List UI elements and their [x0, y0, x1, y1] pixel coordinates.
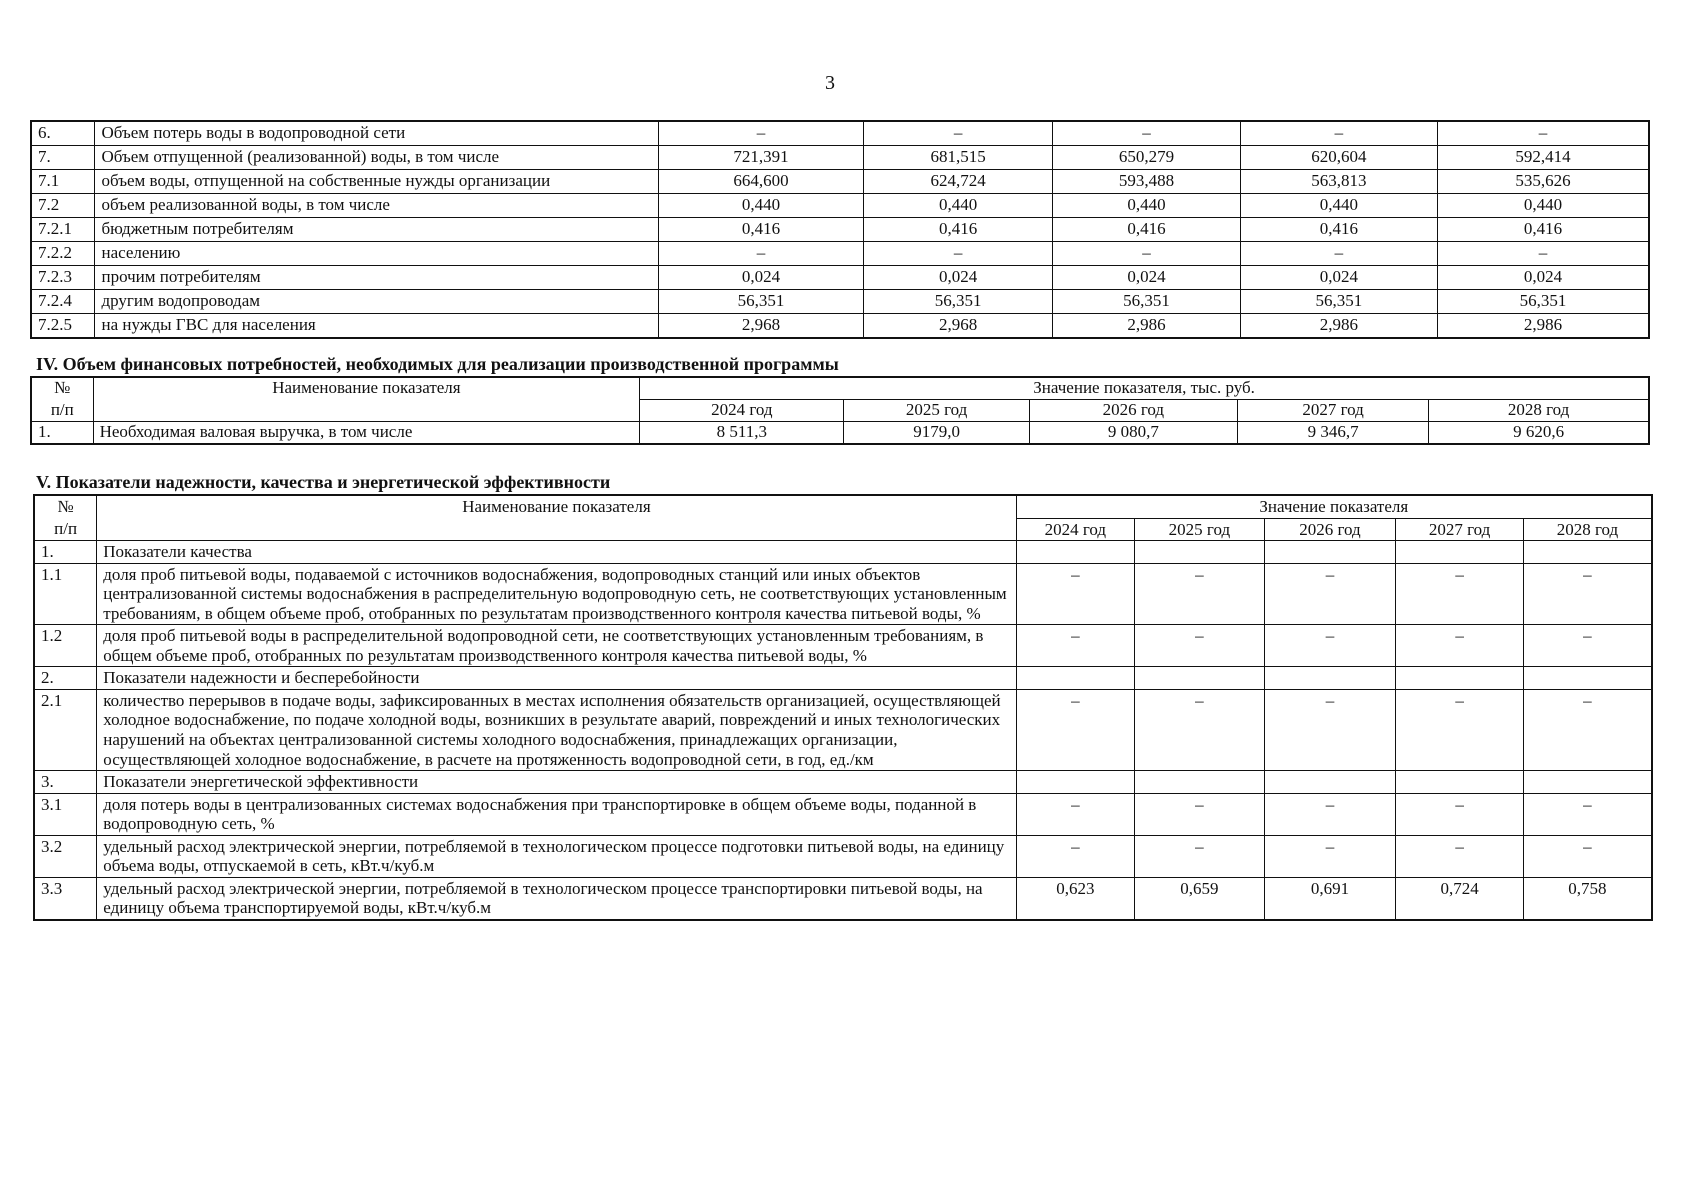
row-value: 0,440 [658, 194, 863, 218]
row-value: – [1437, 121, 1649, 146]
row-value: 0,659 [1135, 877, 1265, 920]
row-value: – [1016, 563, 1134, 625]
row-value: 2,986 [1437, 314, 1649, 339]
row-value: 563,813 [1240, 170, 1437, 194]
row-name: Объем отпущенной (реализованной) воды, в том числе [95, 146, 658, 170]
row-value: – [658, 121, 863, 146]
row-num: 3. [34, 771, 97, 794]
row-value: – [658, 242, 863, 266]
table-row [34, 793, 1652, 835]
year-2024: 2024 год [1016, 518, 1134, 541]
row-value: – [864, 121, 1053, 146]
row-value: – [1240, 242, 1437, 266]
row-value: – [1523, 625, 1652, 667]
section-4-title: IV. Объем финансовых потребностей, необходимых для реализации производственной программы [36, 354, 839, 374]
financial-needs-table [30, 376, 1650, 445]
row-value: 0,024 [658, 266, 863, 290]
row-value [1396, 667, 1524, 690]
row-value: – [1264, 835, 1396, 877]
row-value: – [1523, 563, 1652, 625]
row-value: 9 346,7 [1237, 422, 1428, 445]
row-name: объем воды, отпущенной на собственные нужды организации [95, 170, 658, 194]
row-name: прочим потребителям [95, 266, 658, 290]
water-volume-table [30, 120, 1650, 339]
row-value: 0,724 [1396, 877, 1524, 920]
year-2028: 2028 год [1523, 518, 1652, 541]
row-name: доля потерь воды в централизованных системах водоснабжения при транспортировке в общем объеме воды, поданной в водопроводную сеть, % [97, 793, 1016, 835]
table-row [31, 290, 1649, 314]
row-value: – [1135, 793, 1265, 835]
row-value [1523, 667, 1652, 690]
row-value: – [1016, 689, 1134, 770]
header-num-sub: п/п [34, 518, 97, 541]
row-value: 0,416 [658, 218, 863, 242]
row-value: – [1135, 689, 1265, 770]
row-name: Показатели качества [97, 541, 1016, 564]
row-value: 0,440 [1437, 194, 1649, 218]
row-value: – [1016, 793, 1134, 835]
row-value: – [1264, 793, 1396, 835]
row-num: 1.1 [34, 563, 97, 625]
year-2026: 2026 год [1264, 518, 1396, 541]
row-num: 7.2 [31, 194, 95, 218]
row-value [1016, 541, 1134, 564]
page-number: 3 [825, 72, 835, 94]
row-value: 0,416 [864, 218, 1053, 242]
row-name: Объем потерь воды в водопроводной сети [95, 121, 658, 146]
row-value: 8 511,3 [640, 422, 844, 445]
row-value: 9 620,6 [1429, 422, 1649, 445]
table-row [31, 422, 1649, 445]
row-num: 7.1 [31, 170, 95, 194]
row-value: 535,626 [1437, 170, 1649, 194]
row-value [1135, 667, 1265, 690]
row-value: 624,724 [864, 170, 1053, 194]
table-row [34, 563, 1652, 625]
row-num: 1. [31, 422, 93, 445]
table-row [31, 242, 1649, 266]
row-value [1135, 771, 1265, 794]
row-num: 7.2.5 [31, 314, 95, 339]
header-name: Наименование показателя [97, 495, 1016, 518]
row-name: количество перерывов в подаче воды, зафиксированных в местах исполнения обязательств организацией, осуществляющей холодное водоснабжение, по подаче холодной воды, возникших в результате аварий, повреждений и иных технологических нарушений на объектах централизованной системы холодного водоснабжения, принадлежащих организации, осуществляющей холодное водоснабжение, в расчете на протяженность водопроводной сети, в год, ед./км [97, 689, 1016, 770]
row-value: – [1396, 689, 1524, 770]
row-name: объем реализованной воды, в том числе [95, 194, 658, 218]
row-value: – [1135, 835, 1265, 877]
row-value [1264, 541, 1396, 564]
row-value: 56,351 [1437, 290, 1649, 314]
row-value: 9179,0 [844, 422, 1029, 445]
row-value: – [1523, 689, 1652, 770]
year-2025: 2025 год [844, 400, 1029, 422]
header-value: Значение показателя, тыс. руб. [640, 377, 1649, 400]
row-value [1016, 667, 1134, 690]
row-value: 0,024 [1437, 266, 1649, 290]
year-2024: 2024 год [640, 400, 844, 422]
row-value: 721,391 [658, 146, 863, 170]
table-row [31, 266, 1649, 290]
table-row [34, 877, 1652, 920]
row-value: 0,440 [1240, 194, 1437, 218]
table-row [34, 541, 1652, 564]
row-num: 7.2.2 [31, 242, 95, 266]
table-row [34, 771, 1652, 794]
row-num: 3.1 [34, 793, 97, 835]
row-value: 56,351 [658, 290, 863, 314]
table-header-years-row [31, 400, 1649, 422]
row-value: – [864, 242, 1053, 266]
table-header-row [34, 495, 1652, 518]
row-name: другим водопроводам [95, 290, 658, 314]
row-value: – [1523, 835, 1652, 877]
row-value: 2,986 [1053, 314, 1241, 339]
table-row [31, 194, 1649, 218]
row-value [1135, 541, 1265, 564]
row-value: – [1053, 121, 1241, 146]
row-value: 0,024 [1053, 266, 1241, 290]
row-value: 0,623 [1016, 877, 1134, 920]
row-value [1523, 541, 1652, 564]
row-value: 650,279 [1053, 146, 1241, 170]
row-value: 2,968 [658, 314, 863, 339]
row-value: 0,440 [864, 194, 1053, 218]
row-num: 3.2 [34, 835, 97, 877]
row-value: – [1053, 242, 1241, 266]
year-2025: 2025 год [1135, 518, 1265, 541]
row-value: 664,600 [658, 170, 863, 194]
year-2027: 2027 год [1396, 518, 1524, 541]
year-2028: 2028 год [1429, 400, 1649, 422]
row-value: 0,024 [864, 266, 1053, 290]
row-num: 7.2.1 [31, 218, 95, 242]
year-2027: 2027 год [1237, 400, 1428, 422]
row-value: 56,351 [1240, 290, 1437, 314]
row-num: 7.2.3 [31, 266, 95, 290]
table-row [31, 218, 1649, 242]
row-value: – [1264, 625, 1396, 667]
row-value: 0,691 [1264, 877, 1396, 920]
row-value [1396, 771, 1524, 794]
row-value: – [1016, 625, 1134, 667]
table-header-row [31, 377, 1649, 400]
section-5-title: V. Показатели надежности, качества и энергетической эффективности [36, 472, 611, 492]
row-name: доля проб питьевой воды, подаваемой с источников водоснабжения, водопроводных станций или иных объектов централизованной системы водоснабжения в распределительную водопроводную сеть, не соответствующих установленным требованиям, в общем объеме проб, отобранных по результатам производственного контроля качества питьевой воды, % [97, 563, 1016, 625]
row-value: 56,351 [864, 290, 1053, 314]
table-row [34, 835, 1652, 877]
header-name-empty [97, 518, 1016, 541]
header-value: Значение показателя [1016, 495, 1652, 518]
row-value: 0,024 [1240, 266, 1437, 290]
row-num: 7.2.4 [31, 290, 95, 314]
table-row [34, 689, 1652, 770]
row-value: 9 080,7 [1029, 422, 1237, 445]
row-value: – [1396, 793, 1524, 835]
table-row [34, 625, 1652, 667]
row-value: 681,515 [864, 146, 1053, 170]
header-name: Наименование показателя [93, 377, 640, 400]
header-num: № [31, 377, 93, 400]
row-value [1396, 541, 1524, 564]
table-row [31, 146, 1649, 170]
row-value: – [1396, 625, 1524, 667]
row-value: – [1396, 563, 1524, 625]
row-name: Показатели энергетической эффективности [97, 771, 1016, 794]
row-value: – [1264, 563, 1396, 625]
row-value: 0,416 [1053, 218, 1241, 242]
row-name: удельный расход электрической энергии, потребляемой в технологическом процессе транспортировки питьевой воды, на единицу объема транспортируемой воды, кВт.ч/куб.м [97, 877, 1016, 920]
row-value: 0,758 [1523, 877, 1652, 920]
header-name-empty [93, 400, 640, 422]
row-value: – [1135, 625, 1265, 667]
row-value: 0,416 [1437, 218, 1649, 242]
row-name: населению [95, 242, 658, 266]
row-value: 0,416 [1240, 218, 1437, 242]
row-num: 2. [34, 667, 97, 690]
row-value: 620,604 [1240, 146, 1437, 170]
row-value: 2,968 [864, 314, 1053, 339]
header-num: № [34, 495, 97, 518]
row-value [1264, 771, 1396, 794]
row-value: – [1523, 793, 1652, 835]
table-row [31, 170, 1649, 194]
row-value: 593,488 [1053, 170, 1241, 194]
row-num: 1. [34, 541, 97, 564]
row-value: 592,414 [1437, 146, 1649, 170]
row-name: бюджетным потребителям [95, 218, 658, 242]
year-2026: 2026 год [1029, 400, 1237, 422]
row-value: – [1016, 835, 1134, 877]
row-value [1523, 771, 1652, 794]
row-value: 0,440 [1053, 194, 1241, 218]
reliability-quality-table [33, 494, 1653, 921]
row-name: на нужды ГВС для населения [95, 314, 658, 339]
row-num: 2.1 [34, 689, 97, 770]
row-num: 6. [31, 121, 95, 146]
header-num-sub: п/п [31, 400, 93, 422]
row-value [1016, 771, 1134, 794]
row-value: – [1264, 689, 1396, 770]
row-name: Необходимая валовая выручка, в том числе [93, 422, 640, 445]
table-row [34, 667, 1652, 690]
row-value: – [1240, 121, 1437, 146]
row-value: – [1437, 242, 1649, 266]
table-row [31, 314, 1649, 339]
row-name: удельный расход электрической энергии, потребляемой в технологическом процессе подготовки питьевой воды, на единицу объема воды, отпускаемой в сеть, кВт.ч/куб.м [97, 835, 1016, 877]
table-row [31, 121, 1649, 146]
row-num: 3.3 [34, 877, 97, 920]
row-value: 56,351 [1053, 290, 1241, 314]
row-name: доля проб питьевой воды в распределительной водопроводной сети, не соответствующих установленным требованиям, в общем объеме проб, отобранных по результатам производственного контроля качества питьевой воды, % [97, 625, 1016, 667]
table-header-years-row [34, 518, 1652, 541]
row-value [1264, 667, 1396, 690]
row-value: 2,986 [1240, 314, 1437, 339]
row-num: 1.2 [34, 625, 97, 667]
row-num: 7. [31, 146, 95, 170]
row-name: Показатели надежности и бесперебойности [97, 667, 1016, 690]
row-value: – [1135, 563, 1265, 625]
row-value: – [1396, 835, 1524, 877]
